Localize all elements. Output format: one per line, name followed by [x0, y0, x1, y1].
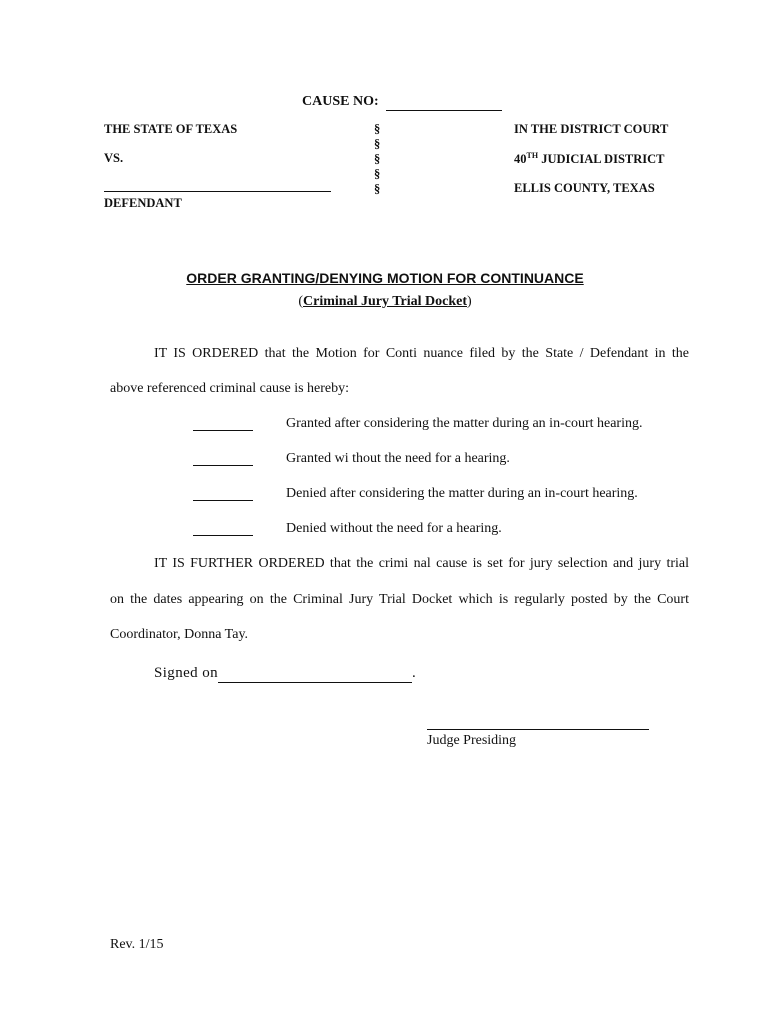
- defendant-label: DEFENDANT: [104, 196, 182, 210]
- judicial-district: [514, 151, 665, 167]
- order-title-text: ORDER GRANTING/DENYING MOTION FOR CONTINUANCE: [186, 270, 584, 286]
- section-mark: §: [374, 167, 381, 181]
- order-line-2: above referenced criminal cause is hereby:: [110, 381, 350, 396]
- cause-number-label: CAUSE NO:: [302, 94, 379, 109]
- option-text: Granted after considering the matter during an in-court hearing.: [286, 416, 643, 431]
- option-text: Denied without the need for a hearing.: [286, 521, 502, 536]
- judge-signature-line[interactable]: [427, 729, 649, 730]
- signed-on: Signed on .: [154, 665, 417, 681]
- section-mark: §: [374, 152, 381, 166]
- district-superscript: TH: [526, 151, 539, 160]
- district-label: JUDICIAL DISTRICT: [541, 152, 665, 167]
- option-blank-denied-no-hearing[interactable]: [193, 535, 253, 536]
- option-blank-granted-no-hearing[interactable]: [193, 465, 253, 466]
- further-line-1: IT IS FURTHER ORDERED that the crimi nal cause is set for jury selection and jury trial: [154, 556, 689, 571]
- order-line-1: IT IS ORDERED that the Motion for Conti nuance filed by the State / Defendant in the: [154, 346, 689, 361]
- section-mark: §: [374, 182, 381, 196]
- district-number: 40: [514, 152, 527, 167]
- section-mark: §: [374, 122, 381, 136]
- option-blank-denied-hearing[interactable]: [193, 500, 253, 501]
- cause-number-field[interactable]: [386, 94, 502, 111]
- cause-number: [302, 94, 502, 111]
- option-text: Denied after considering the matter during an in-court hearing.: [286, 486, 638, 501]
- judge-label: Judge Presiding: [427, 733, 517, 748]
- option-blank-granted-hearing[interactable]: [193, 430, 253, 431]
- signed-date-field[interactable]: [218, 665, 412, 683]
- versus-label: VS.: [104, 151, 124, 165]
- order-subtitle: (Criminal Jury Trial Docket): [298, 294, 472, 309]
- left-party: THE STATE OF TEXAS: [104, 122, 238, 136]
- county: ELLIS COUNTY, TEXAS: [514, 181, 655, 195]
- further-line-3: Coordinator, Donna Tay.: [110, 627, 249, 642]
- signed-on-label: Signed on: [154, 665, 219, 681]
- section-mark: §: [374, 137, 381, 151]
- docket-name: Criminal Jury Trial Docket: [303, 294, 467, 309]
- court-name: IN THE DISTRICT COURT: [514, 122, 669, 136]
- further-line-2: on the dates appearing on the Criminal Jury Trial Docket which is regularly posted by the Court: [110, 592, 689, 607]
- defendant-name-field[interactable]: [104, 191, 331, 192]
- revision-label: Rev. 1/15: [110, 937, 164, 952]
- order-title: [0, 270, 770, 286]
- option-text: Granted wi thout the need for a hearing.: [286, 451, 510, 466]
